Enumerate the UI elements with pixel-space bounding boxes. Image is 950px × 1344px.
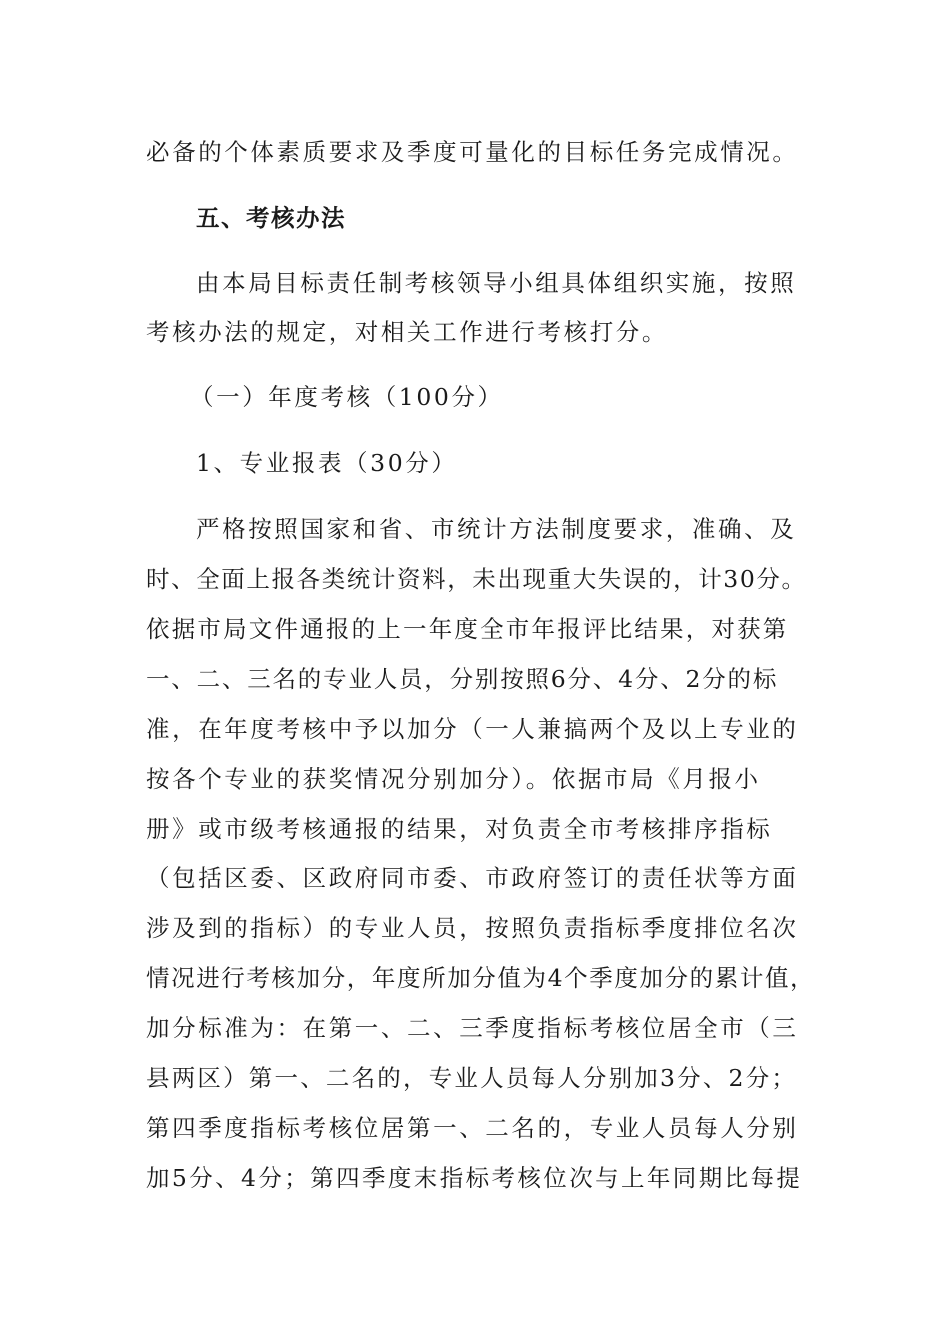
paragraph-line: （包括区委、区政府同市委、市政府签订的责任状等方面	[146, 864, 799, 892]
item-heading: 1、专业报表（30分）	[196, 449, 458, 477]
subsection-heading: （一）年度考核（100分）	[190, 383, 504, 411]
paragraph-line: 严格按照国家和省、市统计方法制度要求，准确、及	[196, 515, 797, 543]
paragraph-line: 加5分、4分；第四季度末指标考核位次与上年同期比每提	[146, 1164, 803, 1192]
paragraph-line: 加分标准为：在第一、二、三季度指标考核位居全市（三	[146, 1014, 799, 1042]
paragraph-line: 考核办法的规定，对相关工作进行考核打分。	[146, 318, 668, 346]
paragraph-line: 涉及到的指标）的专业人员，按照负责指标季度排位名次	[146, 914, 799, 942]
paragraph-line: 册》或市级考核通报的结果，对负责全市考核排序指标	[146, 815, 773, 843]
paragraph-line: 准，在年度考核中予以加分（一人兼搞两个及以上专业的	[146, 715, 799, 743]
paragraph-line: 必备的个体素质要求及季度可量化的目标任务完成情况。	[146, 138, 799, 166]
paragraph-line: 由本局目标责任制考核领导小组具体组织实施，按照	[196, 269, 797, 297]
section-heading: 五、考核办法	[196, 204, 346, 232]
paragraph-line: 县两区）第一、二名的，专业人员每人分别加3分、2分；	[146, 1064, 798, 1092]
paragraph-line: 一、二、三名的专业人员，分别按照6分、4分、2分的标	[146, 665, 779, 693]
paragraph-line: 第四季度指标考核位居第一、二名的，专业人员每人分别	[146, 1114, 799, 1142]
paragraph-line: 情况进行考核加分，年度所加分值为4个季度加分的累计值，	[146, 964, 816, 992]
paragraph-line: 依据市局文件通报的上一年度全市年报评比结果，对获第	[146, 615, 789, 643]
paragraph-line: 时、全面上报各类统计资料，未出现重大失误的，计30分。	[146, 565, 807, 593]
paragraph-line: 按各个专业的获奖情况分别加分）。依据市局《月报小	[146, 765, 761, 793]
